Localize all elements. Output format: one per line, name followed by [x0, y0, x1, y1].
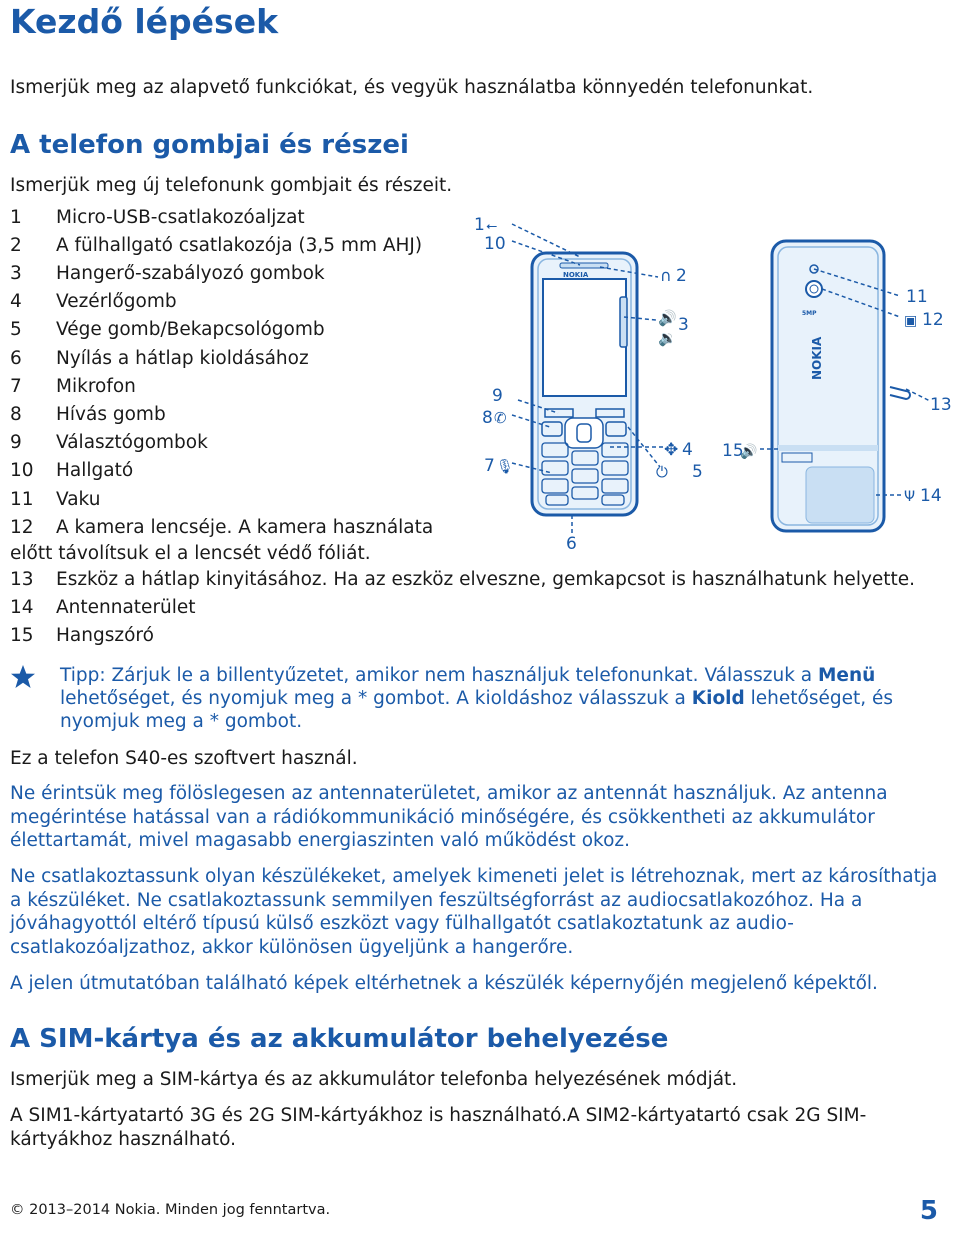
connect-line: csatlakozóaljzathoz, akkor különösen ügyeljünk a hangerőre. [10, 936, 574, 958]
legend-label: Mikrofon [56, 376, 136, 397]
callout-3: 3 [678, 315, 689, 335]
sim-intro: Ismerjük meg a SIM-kártya és az akkumulátor telefonba helyezésének módját. [10, 1069, 738, 1090]
section-title-sim: A SIM-kártya és az akkumulátor behelyezése [10, 1024, 669, 1054]
legend-label: Vezérlőgomb [56, 291, 177, 312]
legend-label: A fülhallgató csatlakozója (3,5 mm AHJ) [56, 235, 423, 256]
usb-icon: ⭠ [486, 218, 498, 234]
connect-line: a készüléket. Ne csatlakoztassunk semmilyen feszültségforrást az audiocsatlakozóhoz. Ha a [10, 889, 863, 911]
legend-number: 14 [10, 597, 34, 618]
tip-text-a: Tipp: Zárjuk le a billentyűzetet, amikor nem használjuk telefonunkat. Válasszuk a [60, 665, 819, 686]
tip-text-b: lehetőséget, és nyomjuk meg a * gombot. A kioldáshoz válasszuk a [60, 688, 692, 709]
front-phone [532, 253, 637, 515]
section-subtitle: Ismerjük meg új telefonunk gombjait és részeit. [10, 175, 453, 196]
callout-7: 7 [484, 456, 495, 476]
legend-number: 9 [10, 432, 22, 453]
legend-label: Hangszóró [56, 625, 154, 646]
antenna-paragraph [10, 782, 888, 853]
front-brand-text: NOKIA [563, 271, 589, 279]
camera-icon: ▣ [904, 313, 918, 329]
callout-2: 2 [676, 266, 687, 286]
callout-4: 4 [682, 440, 693, 460]
legend-number: 10 [10, 460, 34, 481]
images-note: A jelen útmutatóban található képek eltérhetnek a készülék képernyőjén megjelenő képektől. [10, 973, 878, 994]
tip-text-c: lehetőséget, és [744, 688, 894, 709]
speaker-icon: 🔊 [740, 444, 758, 460]
legend-label: Eszköz a hátlap kinyitásához. Ha az eszköz elveszne, gemkapcsot is használhatunk helyette. [56, 569, 916, 590]
back-camera-mp-text: 5MP [802, 310, 817, 317]
tip-line-2 [60, 687, 893, 711]
legend-number: 3 [10, 263, 22, 284]
legend-label: Vaku [56, 489, 101, 510]
callout-13: 13 [930, 395, 952, 415]
sim-line: kártyákhoz használható. [10, 1128, 237, 1150]
callout-6: 6 [566, 534, 577, 554]
legend-label: Vége gomb/Bekapcsológomb [56, 319, 325, 340]
legend-label: Micro-USB-csatlakozóaljzat [56, 207, 305, 228]
legend-label: Választógombok [56, 432, 208, 453]
antenna-line: megérintése hatással van a rádiókommunikáció minőségére, és csökkentheti az akkumulátor [10, 806, 875, 828]
legend-label: Hangerő-szabályozó gombok [56, 263, 325, 284]
tip-line-1 [60, 664, 875, 688]
callout-14: 14 [920, 486, 942, 506]
legend-label: Hallgató [56, 460, 134, 481]
legend-label: A kamera lencséje. A kamera használata [56, 517, 434, 538]
callout-10: 10 [484, 234, 506, 254]
legend-number: 4 [10, 291, 22, 312]
volume-down-icon: 🔉 [658, 329, 677, 347]
footer-copyright: © 2013–2014 Nokia. Minden jog fenntartva. [10, 1202, 331, 1218]
callout-1: 1 [474, 215, 485, 235]
callout-15: 15 [722, 441, 744, 461]
legend-label: Nyílás a hátlap kioldásához [56, 348, 309, 369]
tip-kiold: Kiold [691, 688, 745, 709]
page-title: Kezdő lépések [10, 2, 279, 41]
star-icon [10, 664, 36, 690]
legend-number: 6 [10, 348, 22, 369]
antenna-line: élettartamát, mivel magasabb energiaszinten való működést okoz. [10, 830, 630, 851]
s40-text: Ez a telefon S40-es szoftvert használ. [10, 748, 358, 769]
callout-5: 5 [692, 462, 703, 482]
back-phone [772, 241, 884, 531]
legend-number: 13 [10, 569, 34, 590]
legend-number: 2 [10, 235, 22, 256]
legend-number: 11 [10, 489, 34, 510]
part-12-continuation: előtt távolítsuk el a lencsét védő fóliát. [10, 543, 371, 564]
volume-up-icon: 🔊 [658, 309, 677, 327]
callout-8: 8 [482, 408, 493, 428]
call-icon: ✆ [494, 409, 507, 427]
connect-line: jóváhagyottól eltérő típusú külső eszközt vagy fülhallgatót csatlakoztatunk az audio- [10, 913, 794, 934]
legend-number: 8 [10, 404, 22, 425]
section-title-parts: A telefon gombjai és részei [10, 130, 409, 160]
legend-label: Hívás gomb [56, 404, 166, 425]
connect-line: Ne csatlakoztassunk olyan készülékeket, amelyek kimeneti jelet is létrehoznak, mert az károsíthatja [10, 866, 938, 887]
callout-12: 12 [922, 310, 944, 330]
sim-paragraph [10, 1104, 866, 1151]
legend-number: 7 [10, 376, 22, 397]
callout-9: 9 [492, 386, 503, 406]
callout-11: 11 [906, 287, 928, 307]
tip-line-3: nyomjuk meg a * gombot. [60, 711, 303, 732]
phone-diagram [460, 205, 960, 560]
legend-number: 12 [10, 517, 34, 538]
legend-label: Antennaterület [56, 597, 196, 618]
page-number: 5 [919, 1196, 938, 1226]
sim-line: A SIM1-kártyatartó 3G és 2G SIM-kártyákhoz is használható.A SIM2-kártyatartó csak 2G SIM- [10, 1105, 867, 1126]
end-power-icon: ⏻ [656, 463, 668, 481]
antenna-line: Ne érintsük meg fölöslegesen az antennaterületet, amikor az antennát használjuk. Az antenna [10, 783, 888, 804]
headset-icon: ∩ [660, 266, 672, 285]
intro-text: Ismerjük meg az alapvető funkciókat, és vegyük használatba könnyedén telefonunkat. [10, 77, 814, 98]
back-brand-text: NOKIA [810, 336, 824, 380]
legend-number: 15 [10, 625, 34, 646]
antenna-icon: Ψ [904, 489, 916, 505]
legend-number: 5 [10, 319, 22, 340]
tip-menu: Menü [818, 665, 876, 686]
navigation-icon: ✥ [664, 440, 679, 460]
connect-paragraph [10, 865, 937, 959]
legend-number: 1 [10, 207, 22, 228]
microphone-icon: 🎙 [496, 459, 514, 475]
